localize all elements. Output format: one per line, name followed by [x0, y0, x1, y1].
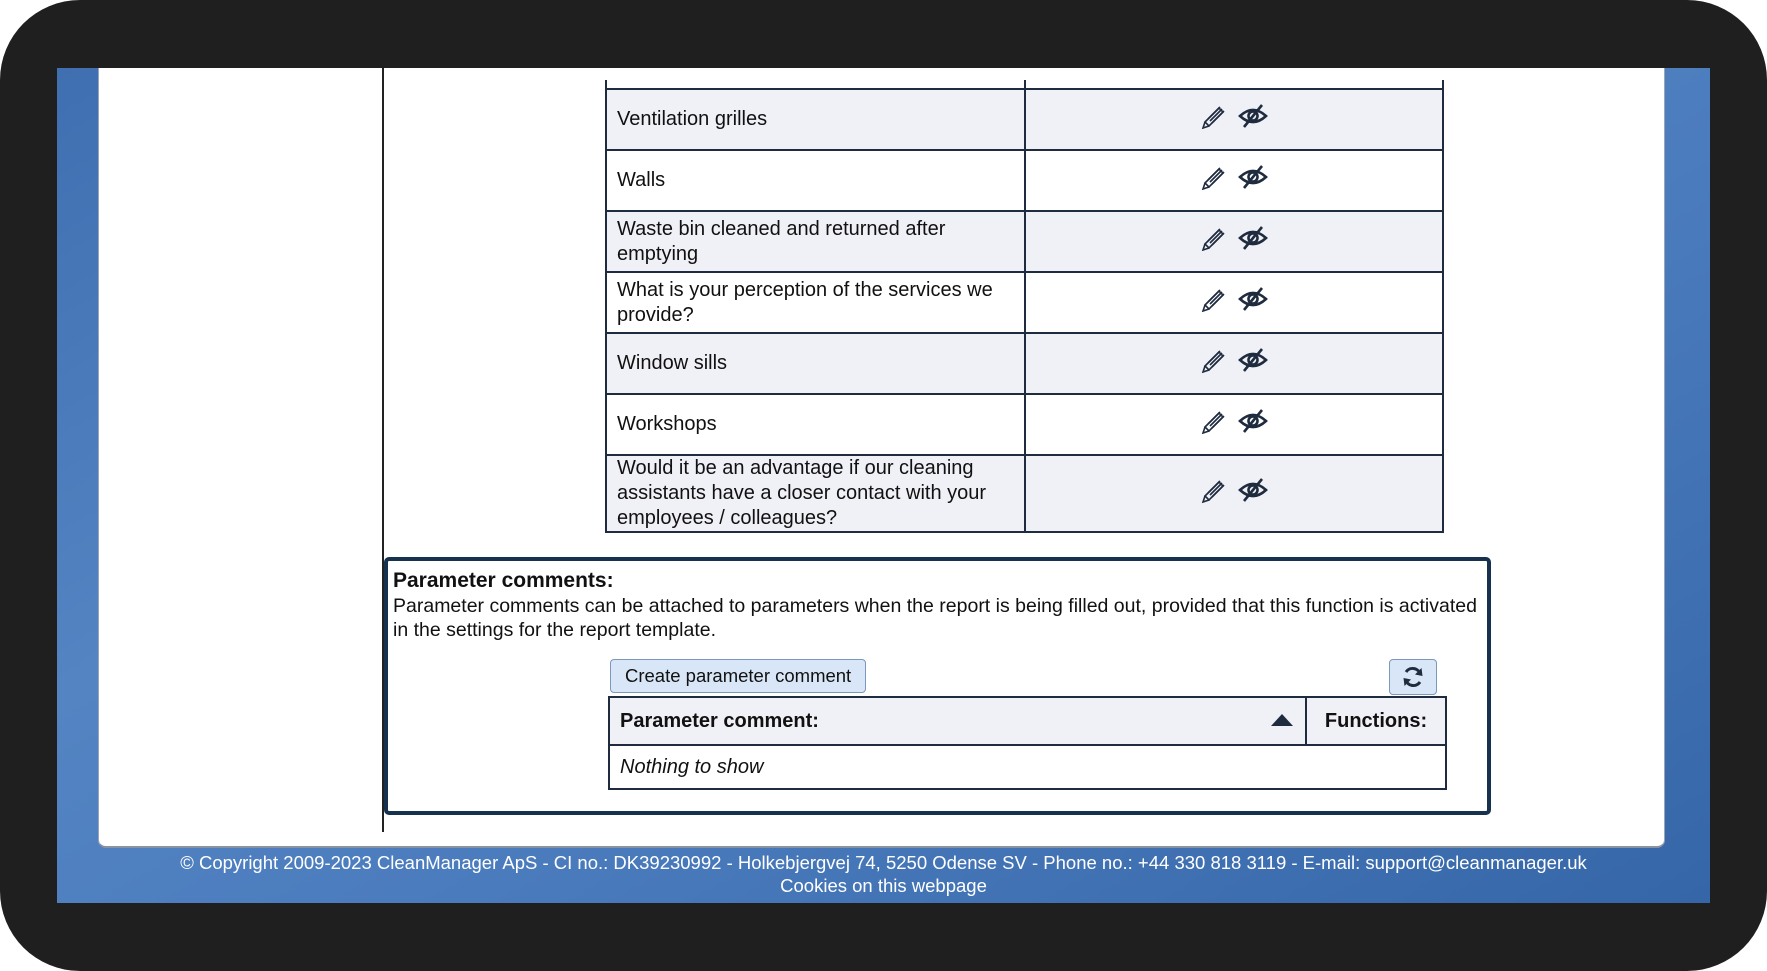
table-row — [609, 745, 1446, 789]
table-header-row — [609, 697, 1446, 745]
column-header-label: Parameter comment: — [620, 709, 819, 732]
footer — [57, 851, 1710, 897]
hide-button[interactable] — [1238, 408, 1268, 434]
edit-button[interactable] — [1200, 347, 1228, 373]
parameter-name: Would it be an advantage if our cleaning assistants have a closer contact with your employees / colleagues? — [606, 455, 1025, 532]
pencil-icon[interactable] — [1200, 347, 1228, 373]
page-content — [98, 68, 1665, 848]
eye-slash-icon[interactable] — [1238, 408, 1268, 434]
refresh-button[interactable] — [1389, 659, 1437, 695]
edit-button[interactable] — [1200, 225, 1228, 251]
create-parameter-comment-button[interactable]: Create parameter comment — [610, 659, 866, 693]
row-functions — [1025, 89, 1444, 150]
hide-button[interactable] — [1238, 286, 1268, 312]
table-row — [606, 333, 1443, 394]
footer-copyright: © Copyright 2009-2023 CleanManager ApS - CI no.: DK39230992 - Holkebjergvej 74, 5250 Odense SV - Phone no.: +44 330 818 3119 - E-mail: support@cleanmanager.uk — [180, 852, 1587, 873]
parameter-name: Window sills — [606, 333, 1025, 394]
eye-slash-icon[interactable] — [1238, 103, 1268, 129]
parameter-name: Waste bin cleaned and returned after emptying — [606, 211, 1025, 272]
table-row — [606, 150, 1443, 211]
sort-up-icon[interactable] — [1271, 714, 1293, 726]
row-functions — [1025, 455, 1444, 532]
cookies-link[interactable]: Cookies on this webpage — [780, 875, 987, 896]
pencil-icon[interactable] — [1200, 477, 1228, 503]
row-functions — [1025, 272, 1444, 333]
edit-button[interactable] — [1200, 286, 1228, 312]
parameter-name: Walls — [606, 150, 1025, 211]
hide-button[interactable] — [1238, 225, 1268, 251]
pencil-icon[interactable] — [1200, 103, 1228, 129]
table-row — [606, 89, 1443, 150]
parameter-comment-table — [608, 696, 1447, 790]
column-header-functions: Functions: — [1306, 697, 1446, 745]
parameter-comments-title: Parameter comments: — [393, 569, 614, 592]
row-functions — [1025, 333, 1444, 394]
eye-slash-icon[interactable] — [1238, 286, 1268, 312]
edit-button[interactable] — [1200, 103, 1228, 129]
pencil-icon[interactable] — [1200, 286, 1228, 312]
pencil-icon[interactable] — [1200, 408, 1228, 434]
hide-button[interactable] — [1238, 103, 1268, 129]
parameter-name: Ventilation grilles — [606, 89, 1025, 150]
row-functions — [1025, 211, 1444, 272]
parameter-comments-description: Parameter comments can be attached to parameters when the report is being filled out, provided that this function is activated in the settings for the report template. — [393, 595, 1477, 641]
table-row — [606, 455, 1443, 532]
row-functions — [1025, 394, 1444, 455]
parameter-name: Workshops — [606, 394, 1025, 455]
pencil-icon[interactable] — [1200, 164, 1228, 190]
table-row — [606, 211, 1443, 272]
hide-button[interactable] — [1238, 347, 1268, 373]
table-row — [606, 394, 1443, 455]
hide-button[interactable] — [1238, 164, 1268, 190]
parameter-table — [605, 80, 1444, 533]
pencil-icon[interactable] — [1200, 225, 1228, 251]
refresh-icon — [1401, 665, 1425, 689]
edit-button[interactable] — [1200, 408, 1228, 434]
parameter-name: What is your perception of the services we provide? — [606, 272, 1025, 333]
eye-slash-icon[interactable] — [1238, 164, 1268, 190]
table-row — [606, 272, 1443, 333]
eye-slash-icon[interactable] — [1238, 225, 1268, 251]
eye-slash-icon[interactable] — [1238, 347, 1268, 373]
parameter-comments-section — [384, 557, 1491, 815]
table-row-partial — [606, 80, 1443, 89]
browser-viewport — [57, 68, 1710, 903]
hide-button[interactable] — [1238, 477, 1268, 503]
edit-button[interactable] — [1200, 477, 1228, 503]
row-functions — [1025, 150, 1444, 211]
column-header-parameter-comment[interactable] — [609, 697, 1306, 745]
empty-state-text: Nothing to show — [609, 745, 1446, 789]
edit-button[interactable] — [1200, 164, 1228, 190]
eye-slash-icon[interactable] — [1238, 477, 1268, 503]
